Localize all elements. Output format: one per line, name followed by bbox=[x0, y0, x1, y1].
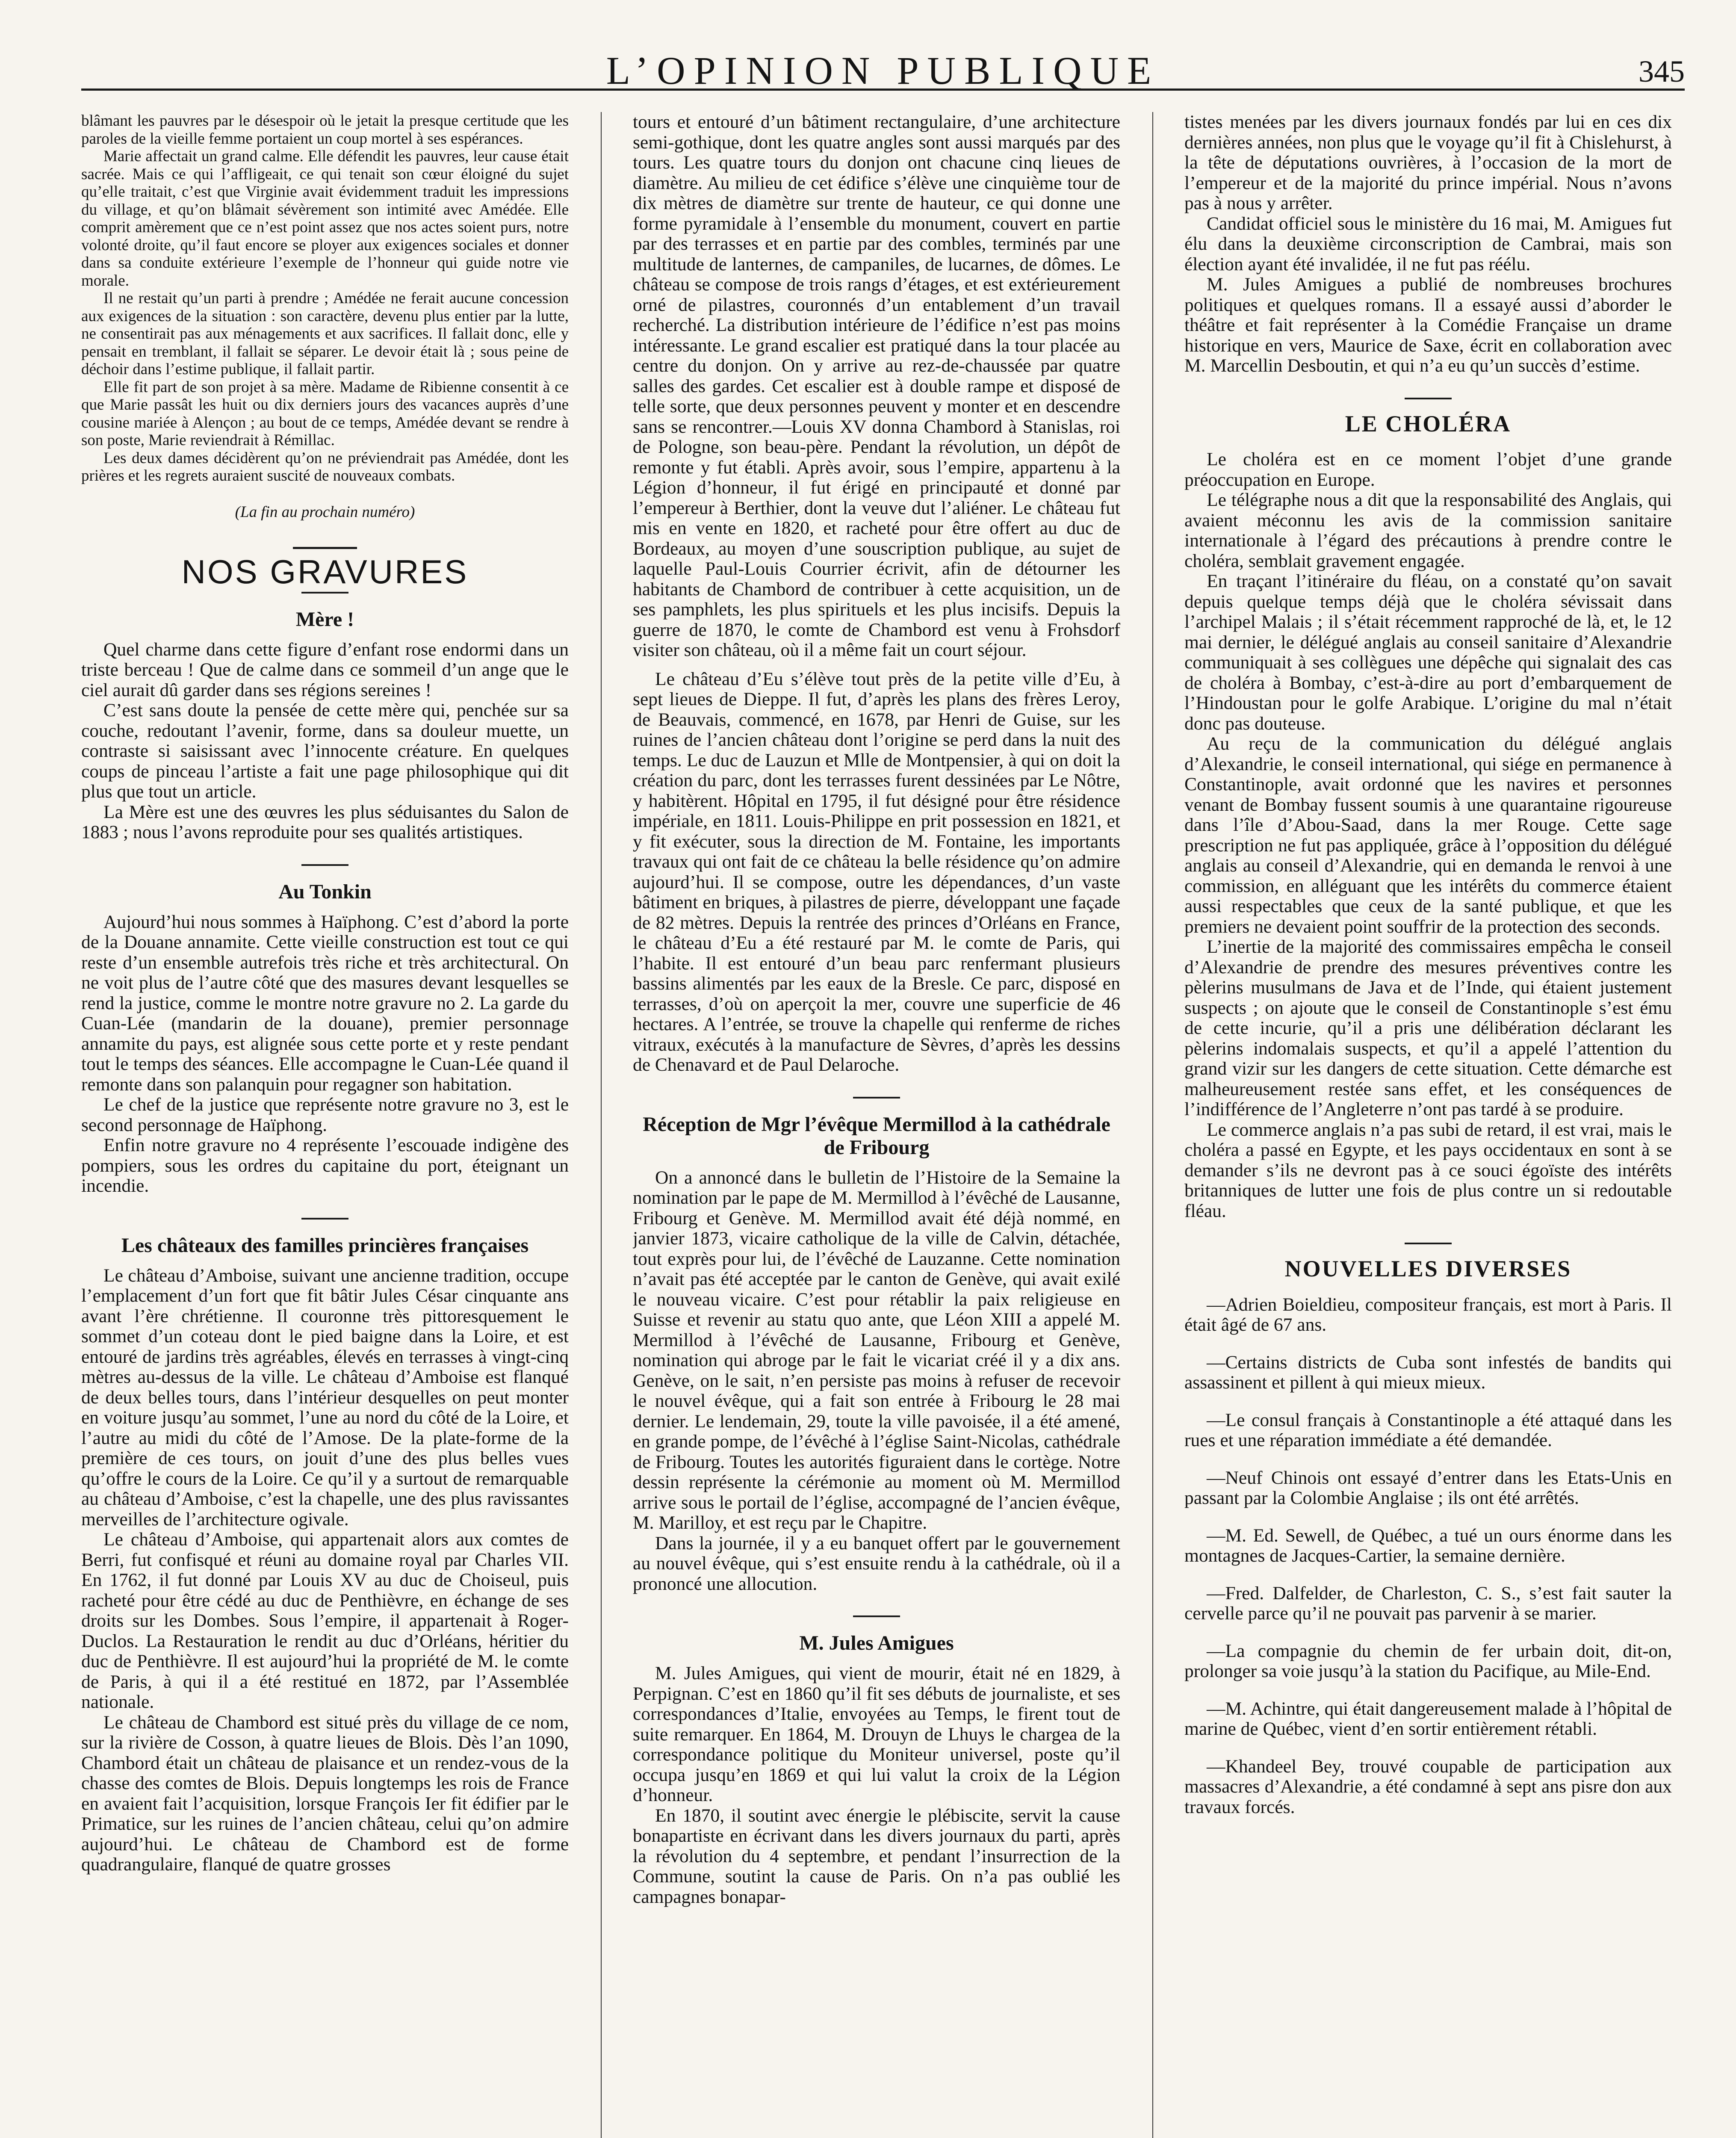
article-paragraph: Le château de Chambord est situé près du village de ce nom, sur la rivière de Cosson, à quatre lieues de Blois. Dès l’an 1090, Chambord était un château de plaisance et un rendez-vous de la chasse des comtes de Blois. Depuis longtemps les rois de France en avaient fait l’acquisition, lorsque François Ier fit édifier par le Primatice, sur les ruines de l’ancien château, celui qu’on admire aujourd’hui. Le château de Chambord est de forme quadrangulaire, flanqué de quatre grosses bbox=[81, 1712, 569, 1875]
article-paragraph: En traçant l’itinéraire du fléau, on a constaté qu’on savait depuis quelque temps déjà que le choléra sévissait dans l’archipel Malais ; il s’était récemment rapproché de là, et, le 12 mai dernier, le délégué anglais au conseil sanitaire d’Alexandrie communiquait à ses collègues une dépêche qui signalait des cas de choléra à Bombay, c’est-à-dire au port d’embarquement de l’Hindoustan pour le golfe Arabique. L’origine du mal n’était donc pas douteuse. bbox=[1184, 571, 1672, 734]
serial-paragraph: Les deux dames décidèrent qu’on ne préviendrait pas Amédée, dont les prières et les regrets auraient suscité de nouveaux combats. bbox=[81, 449, 569, 484]
article-paragraph: C’est sans doute la pensée de cette mère qui, penchée sur sa couche, redoutant l’avenir, forme, dans sa douleur muette, un contraste si saisissant avec l’innocente créature. En quelques coups de pinceau l’artiste a fait une page philosophique qui dit plus que tout un article. bbox=[81, 700, 569, 802]
serial-paragraph: Il ne restait qu’un parti à prendre ; Amédée ne ferait aucune concession aux exigences de la situation : son caractère, devenu plus entier par la lutte, ne consentirait pas aux ménagements et aux sacrifices. Il fallait donc, elle y pensait en tremblant, il fallait se séparer. Le devoir était là ; sous peine de déchoir dans l’estime publique, il fallait partir. bbox=[81, 289, 569, 378]
article-paragraph: En 1870, il soutint avec énergie le plébiscite, servit la cause bonapartiste en écrivant dans les divers journaux du parti, après la révolution du 4 septembre, et pendant l’insurrection de la Commune, soutint la cause de Paris. On n’a pas oublié les campagnes bonapar- bbox=[633, 1805, 1120, 1907]
article-paragraph: Le château d’Amboise, suivant une ancienne tradition, occupe l’emplacement d’un fort que fit bâtir Jules César cinquante ans avant l’ère chrétienne. Il couronne très pittoresquement le sommet d’un coteau dont le pied baigne dans la Loire, et est entouré de jardins très agréables, élevés en terrasses à vingt-cinq mètres au-dessus de la ville. Le château d’Amboise est flanqué de deux belles tours, dans l’intérieur desquelles on peut monter en voiture jusqu’au sommet, l’une au nord du côté de la Loire, et l’autre au midi du côté de l’Amose. De la plate-forme de la première de ces tours, on jouit d’une des plus belles vues qu’offre le cours de la Loire. Ce qu’il y a surtout de remarquable au château d’Amboise, c’est la chapelle, une des plus ravissantes merveilles de l’architecture ogivale. bbox=[81, 1265, 569, 1530]
page-number: 345 bbox=[1639, 54, 1685, 89]
title-rule bbox=[853, 1097, 900, 1099]
article-paragraph: Dans la journée, il y a eu banquet offert par le gouvernement au nouvel évêque, qui s’est ensuite rendu à la cathédrale, où il a prononcé une allocution. bbox=[633, 1533, 1120, 1594]
article-paragraph: M. Jules Amigues, qui vient de mourir, était né en 1829, à Perpignan. C’est en 1860 qu’il fit ses débuts de journaliste, et ses correspondances d’Italie, envoyées au Temps, le firent tout de suite remarquer. En 1864, M. Drouyn de Lhuys le chargea de la correspondance politique du Moniteur universel, poste qu’il occupa jusqu’en 1869 et qui lui valut la croix de la Légion d’honneur. bbox=[633, 1663, 1120, 1805]
title-rule bbox=[1405, 1243, 1452, 1244]
continued-note: (La fin au prochain numéro) bbox=[235, 503, 415, 521]
column-1 bbox=[81, 112, 569, 2138]
title-rule bbox=[853, 1615, 900, 1617]
title-rule bbox=[301, 1218, 348, 1220]
article-paragraph: L’inertie de la majorité des commissaires empêcha le conseil d’Alexandrie de prendre des mesures préventives contre les pèlerins musulmans de Java et de l’Inde, qui étaient justement suspects ; on ajoute que le conseil de Constantinople s’est ému de cette incurie, qu’il a pris une délibération déclarant les pèlerins indomalais suspects, et qu’il a appelé l’attention du grand vizir sur les dangers de cette situation. Cette démarche est malheureusement restée sans effet, et les conséquences de l’indifférence de l’Angleterre n’ont pas tardé à se produire. bbox=[1184, 936, 1672, 1119]
news-item: —Adrien Boieldieu, compositeur français, est mort à Paris. Il était âgé de 67 ans. bbox=[1184, 1294, 1672, 1335]
serial-paragraph: Marie affectait un grand calme. Elle défendit les pauvres, leur cause était sacrée. Mais ce qui l’affligeait, ce qui tenait son cœur éloigné du sujet qu’elle traitait, c’est que Virginie avait évidemment traduit les impressions du village, et qu’on blâmait sévèrement son intimité avec Amédée. Elle comprit amèrement que ce n’est point assez que nos actes soient purs, notre volonté droite, qu’il faut encore se ployer aux exigences sociales et donner dans sa conduite extérieure l’exemple de l’honneur qui guide notre vie morale. bbox=[81, 148, 569, 289]
article-title-mere: Mère ! bbox=[295, 608, 354, 631]
article-paragraph: Le choléra est en ce moment l’objet d’une grande préoccupation en Europe. bbox=[1184, 449, 1672, 490]
serial-paragraph: Elle fit part de son projet à sa mère. Madame de Ribienne consentit à ce que Marie passât les huit ou dix derniers jours des vacances auprès d’une cousine mariée à Alençon ; au bout de ce temps, Amédée devant se rendre à son poste, Marie reviendrait à Rémillac. bbox=[81, 378, 569, 449]
spacer bbox=[1184, 1282, 1672, 1295]
column-divider bbox=[601, 112, 602, 2138]
news-item: —Fred. Dalfelder, de Charleston, C. S., s’est fait sauter la cervelle parce qu’il ne pouvait pas parvenir à se marier. bbox=[1184, 1583, 1672, 1624]
news-item: —Le consul français à Constantinople a été attaqué dans les rues et une réparation immédiate a été demandée. bbox=[1184, 1409, 1672, 1450]
article-paragraph: La Mère est une des œuvres les plus séduisantes du Salon de 1883 ; nous l’avons reproduite pour ses qualités artistiques. bbox=[81, 801, 569, 842]
article-paragraph: Le chef de la justice que représente notre gravure no 3, est le second personnage de Haïphong. bbox=[81, 1094, 569, 1135]
title-rule bbox=[301, 592, 348, 594]
column-3 bbox=[1184, 112, 1672, 2138]
article-paragraph: M. Jules Amigues a publié de nombreuses brochures politiques et quelques romans. Il a essayé aussi d’aborder le théâtre et fait représenter à la Comédie Française un drame historique en vers, Maurice de Saxe, écrit en collaboration avec M. Marcellin Desboutin, et qui n’a eu qu’un succès d’estime. bbox=[1184, 274, 1672, 376]
news-item: —M. Achintre, qui était dangereusement malade à l’hôpital de marine de Québec, vient d’en sortir entièrement rétabli. bbox=[1184, 1698, 1672, 1739]
article-paragraph: Enfin notre gravure no 4 représente l’escouade indigène des pompiers, sous les ordres du capitaine du port, éteignant un incendie. bbox=[81, 1135, 569, 1196]
article-paragraph: Le télégraphe nous a dit que la responsabilité des Anglais, qui avaient méconnu les avis de la commission sanitaire internationale à l’égard des précautions à prendre contre le choléra, semblait gravement engagée. bbox=[1184, 490, 1672, 571]
article-title-cholera: LE CHOLÉRA bbox=[1345, 410, 1512, 437]
article-title-tonkin: Au Tonkin bbox=[278, 880, 372, 903]
article-paragraph: tistes menées par les divers journaux fondés par lui en ces dix dernières années, non plus que le voyage qu’il fit à Chislehurst, à la tête de députations ouvrières, à l’occasion de la mort de l’empereur et de la majorité du prince impérial. Nous n’avons pas à nous y arrêter. bbox=[1184, 112, 1672, 213]
spacer bbox=[1184, 437, 1672, 449]
serial-paragraph: blâmant les pauvres par le désespoir où le jetait la presque certitude que les paroles de la vieille femme portaient un coup mortel à ses espérances. bbox=[81, 112, 569, 148]
article-paragraph: On a annoncé dans le bulletin de l’Histoire de la Semaine la nomination par le pape de M. Mermillod à l’évêché de Lausanne, Fribourg et Genève. M. Mermillod avait été déjà nommé, en janvier 1873, vicaire catholique de la ville de Calvin, détachée, tout exprès pour lui, de l’évêché de Lauzanne. Cette nomination n’avait pas été acceptée par le canton de Genève, qui avait exilé le nouveau vicaire. C’est pour rétablir la paix religieuse en Suisse et revenir au statu quo ante, que Léon XIII a appelé M. Mermillod à l’évêché de Lausanne, Fribourg et Genève, nomination qui abroge par le fait le vicariat créé il y a dix ans. Genève, on le sait, n’en persiste pas moins à refuser de recevoir le nouvel évêque, qui a fait son entrée à Fribourg le 28 mai dernier. Le lendemain, 29, toute la ville pavoisée, il a été amené, en grande pompe, de l’évêché à l’église Saint-Nicolas, cathédrale de Fribourg. Toutes les autorités figuraient dans le cortège. Notre dessin représente la cérémonie au moment où M. Mermillod arrive sous le portail de l’église, accompagné de l’ancien évêque, M. Marilloy, et est reçu par le Chapitre. bbox=[633, 1167, 1120, 1533]
column-divider bbox=[1152, 112, 1153, 2138]
article-paragraph: Quel charme dans cette figure d’enfant rose endormi dans un triste berceau ! Que de calme dans ce sommeil d’un ange que le ciel aurait dû garder dans ses régions sereines ! bbox=[81, 639, 569, 700]
article-paragraph: Au reçu de la communication du délégué anglais d’Alexandrie, le conseil international, qui siége en permanence à Constantinople, avait ordonné que les navires et personnes venant de Bombay fussent soumis à une quarantaine rigoureuse dans l’île d’Abou-Saad, dans la mer Rouge. Cette sage prescription ne fut pas appliquée, grâce à l’opposition du délégué anglais au conseil d’Alexandrie, qui en demanda le renvoi à une commission, en alléguant que les intérêts du commerce étaient aussi respectables que ceux de la santé publique, et que les premiers ne devaient point souffrir de la protection des seconds. bbox=[1184, 733, 1672, 937]
news-item: —Certains districts de Cuba sont infestés de bandits qui assassinent et pillent à qui mieux mieux. bbox=[1184, 1352, 1672, 1393]
column-2 bbox=[633, 112, 1120, 2138]
news-item: —M. Ed. Sewell, de Québec, a tué un ours énorme dans les montagnes de Jacques-Cartier, la semaine dernière. bbox=[1184, 1525, 1672, 1566]
article-title-chateaux: Les châteaux des familles princières françaises bbox=[121, 1234, 529, 1257]
masthead-rule bbox=[81, 89, 1685, 91]
title-rule bbox=[1405, 398, 1452, 399]
article-paragraph: tours et entouré d’un bâtiment rectangulaire, d’une architecture semi-gothique, dont les quatre angles sont aussi marqués par des tours. Les quatre tours du donjon ont chacune cinq lieues de diamètre. Au milieu de cet édifice s’élève une cinquième tour de dix mètres de diamètre sur trente de hauteur, ce qui donne une forme pyramidale à l’ensemble du monument, couvert en partie par des terrasses et en partie par des combles, terminés par une multitude de lanternes, de campaniles, de lucarnes, de dômes. Le château se compose de trois rangs d’étages, et est extérieurement orné de pilastres, couronnés d’un entablement d’un travail recherché. La distribution intérieure de l’édifice n’est pas moins intéressante. Le grand escalier est pratiqué dans la tour placée au centre du donjon. On y arrive au rez-de-chaussée par quatre salles des gardes. Cet escalier est à double rampe et disposé de telle sorte, que deux personnes peuvent y monter et en descendre sans se rencontrer.—Louis XV donna Chambord à Stanislas, roi de Pologne, son beau-père. Pendant la révolution, un dépôt de remonte y fut établi. Après avoir, sous l’empire, appartenu à la Légion d’honneur, il fut érigé en principauté et donné par l’empereur à Berthier, dont la veuve dut l’aliéner. Le château fut mis en vente en 1820, et racheté pour être offert au duc de Bordeaux, au moyen d’une souscription publique, au sujet de laquelle Paul-Louis Courrier écrivit, afin de détourner les habitants de Chambord de contribuer à cette acquisition, un de ses pamphlets, les plus spirituels et les plus incisifs. Depuis la guerre de 1870, le comte de Chambord est venu à Frohsdorf visiter son château, où il a même fait un court séjour. bbox=[633, 112, 1120, 660]
news-item: —Khandeel Bey, trouvé coupable de participation aux massacres d’Alexandrie, a été condamné à sept ans pisre don aux travaux forcés. bbox=[1184, 1756, 1672, 1817]
article-paragraph: Aujourd’hui nous sommes à Haïphong. C’est d’abord la porte de la Douane annamite. Cette vieille construction est tout ce qui reste d’un ensemble autrefois très riche et très architectural. On ne voit plus de l’autre côté que des masures devant lesquelles se rend la justice, comme le montre notre gravure no 2. La garde du Cuan-Lée (mandarin de la douane), premier personnage annamite du pays, est alignée sous cette porte et y reste pendant tout le temps des séances. Elle accompagne le Cuan-Lée quand il remonte dans son palanquin pour regagner son habitation. bbox=[81, 911, 569, 1095]
article-paragraph: Le commerce anglais n’a pas subi de retard, il est vrai, mais le choléra a passé en Egypte, et les pays occidentaux en sont à se demander s’ils ne devront pas à ce souci égoïste des intérêts britanniques de lutter une fois de plus contre un si redoutable fléau. bbox=[1184, 1119, 1672, 1221]
article-paragraph: Le château d’Eu s’élève tout près de la petite ville d’Eu, à sept lieues de Dieppe. Il fut, d’après les plans des frères Leroy, de Beauvais, commencé, en 1678, par Henri de Guise, sur les ruines de l’ancien château dont l’origine se perd dans la nuit des temps. Le duc de Lauzun et Mlle de Montpensier, à qui on doit la création du parc, dont les terrasses furent dessinées par Le Nôtre, y habitèrent. Hôpital en 1795, il fut désigné pour être résidence impériale, en 1811. Louis-Philippe en prit possession en 1821, et y fit exécuter, sous la direction de M. Fontaine, les importants travaux qui ont fait de ce château la belle résidence qu’on admire aujourd’hui. Il se compose, outre les dépendances, d’un vaste bâtiment en briques, à pilastres de pierre, développant une façade de 82 mètres. Depuis la rentrée des princes d’Orléans en France, le château d’Eu a été restauré par M. le comte de Paris, qui l’habite. Il est entouré d’un beau parc renfermant plusieurs bassins alimentés par les eaux de la Bresle. Ce parc, disposé en terrasses, d’où on aperçoit la mer, couvre une superficie de 46 hectares. A l’entrée, se trouve la chapelle qui renferme de riches vitraux, exécutés à la manufacture de Sèvres, d’après les dessins de Chenavard et de Paul Delaroche. bbox=[633, 668, 1120, 1075]
news-item: —Neuf Chinois ont essayé d’entrer dans les Etats-Unis en passant par la Colombie Anglaise ; ils ont été arrêtés. bbox=[1184, 1467, 1672, 1508]
news-item: —La compagnie du chemin de fer urbain doit, dit-on, prolonger sa voie jusqu’à la station du Pacifique, au Mile-End. bbox=[1184, 1640, 1672, 1681]
masthead bbox=[81, 39, 1685, 91]
section-rule bbox=[293, 547, 357, 549]
title-rule bbox=[301, 864, 348, 866]
article-title-nouvelles: NOUVELLES DIVERSES bbox=[1284, 1256, 1572, 1282]
article-title-amigues: M. Jules Amigues bbox=[799, 1632, 954, 1654]
article-paragraph: Le château d’Amboise, qui appartenait alors aux comtes de Berri, fut confisqué et réuni au domaine royal par Charles VII. En 1762, il fut donné par Louis XV au duc de Choiseul, puis racheté pour être cédé au duc de Penthièvre, en échange de ses droits sur les Dombes. Sous l’empire, il appartenait à Roger-Duclos. La Restauration le rendit au duc d’Orléans, héritier du duc de Penthièvre. Il est aujourd’hui la propriété de M. le comte de Paris, à qui il a été restitué en 1872, par l’Assemblée nationale. bbox=[81, 1529, 569, 1712]
newspaper-title: L’OPINION PUBLIQUE bbox=[606, 49, 1160, 92]
article-paragraph: Candidat officiel sous le ministère du 16 mai, M. Amigues fut élu dans la deuxième circonscription de Cambrai, mais son élection ayant été invalidée, il ne fut pas réélu. bbox=[1184, 213, 1672, 275]
section-title-gravures: NOS GRAVURES bbox=[181, 553, 469, 591]
article-title-mermillod: Réception de Mgr l’évêque Mermillod à la cathédrale de Fribourg bbox=[643, 1113, 1110, 1159]
